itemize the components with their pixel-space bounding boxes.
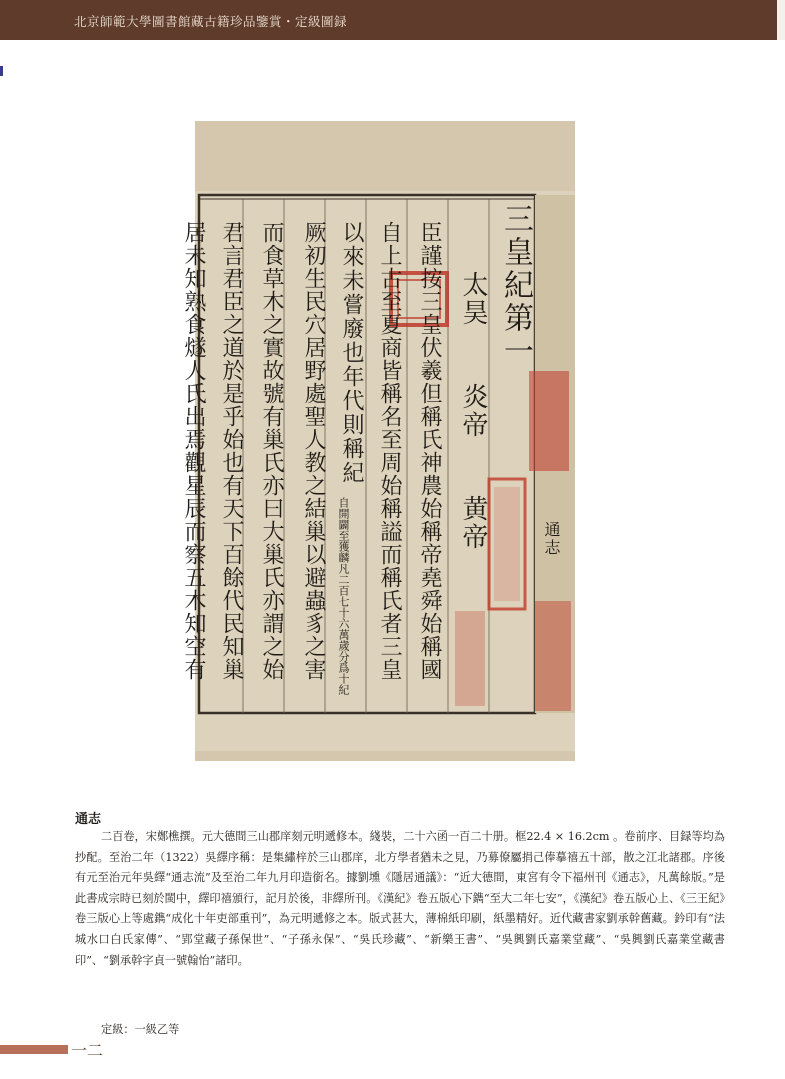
section-title: 通志 <box>75 812 102 827</box>
description-body: 二百卷，宋鄭樵撰。元大德間三山郡庠刻元明遞修本。綫裝，二十六函一百二十册。框22.4 × 16.2cm 。卷前序、目録等均為抄配。至治二年（1322）吳繹序稱：是集繡梓於三山郡庠，北方學者猶未之見，乃募僚屬捐己俸摹禧五十部，散之江北諸郡。序後有元至治元年吳繹“通志流”及至治二年九月印造銜名。據劉壎《隱居通議》：“近大德間，東宮有令下福州刊《通志》，凡萬餘版。”是此書成宗時已刻於閩中，繹印禧頒行，記月於後，非繹所刊。《漢紀》卷五版心下鐫“至大二年七安”，《漢紀》卷五版心上、《三王紀》卷三版心上等處鐫“成化十年吏部重刊”，為元明遞修之本。版式甚大，薄棉紙印刷，紙墨精好。近代藏書家劉承幹舊藏。鈐印有“法城水口白氏家傳”、“郢堂藏子孫保世”、“子孫永保”、“吳氏珍藏”、“新樂王書”、“吳興劉氏嘉業堂藏”、“吳興劉氏嘉業堂藏書印”、“劉承幹字貞一號翰怡”諸印。 <box>75 830 725 967</box>
grade-line: 定級：一級乙等 <box>101 1023 180 1036</box>
book-margin-label: 通志 <box>542 521 561 557</box>
seal-stamp-middle <box>489 479 525 609</box>
header-bar <box>0 0 785 40</box>
footer-bar <box>0 1045 68 1054</box>
book-column-2: 太昊 炎帝 黄帝 <box>458 271 488 551</box>
header-edge <box>777 0 785 40</box>
book-column-5: 以來未嘗廢也年代則稱紀 <box>339 221 364 485</box>
book-column-8: 君言君臣之道於是乎始也有天下百餘代民知巢 <box>219 221 244 681</box>
book-column-4: 自上古至夏商皆稱名至周始稱謚而稱氏者三皇 <box>377 221 402 681</box>
book-column-9: 居未知熟食燧人氏出焉觀星辰而察五木知空有 <box>181 221 206 681</box>
page-edge-mark <box>0 66 3 76</box>
page-number: 一二 <box>71 1041 104 1060</box>
book-page-photo <box>181 121 575 761</box>
header-title: 北京師範大學圖書館藏古籍珍品鑒賞・定級圖録 <box>74 14 348 29</box>
book-column-7: 而食草木之實故號有巢氏亦曰大巢氏亦謂之始 <box>259 221 284 681</box>
seal-stamp-lower <box>455 611 485 706</box>
book-column-3: 臣謹按三皇伏羲但稱氏神農始稱帝堯舜始稱國 <box>417 221 442 681</box>
book-column-1: 三皇紀第一 <box>498 203 533 368</box>
book-column-5-note: 自開闢至獲麟凡二百七十六萬歲分爲十紀 <box>337 497 350 695</box>
book-column-6: 厥初生民穴居野處聖人教之結巢以避蟲豸之害 <box>301 221 326 681</box>
